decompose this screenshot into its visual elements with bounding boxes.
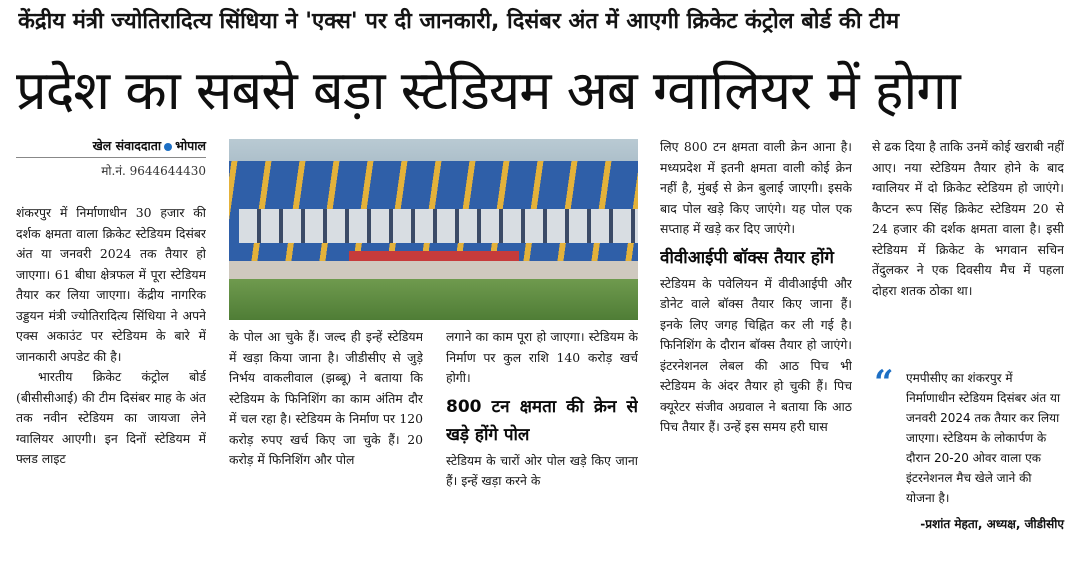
photo-lower-tier — [239, 209, 638, 243]
photo-concourse — [229, 261, 638, 279]
reporter-name: खेल संवाददाता — [92, 138, 162, 153]
quote-attribution: -प्रशांत मेहता, अध्यक्ष, जीडीसीए — [920, 517, 1064, 531]
dateline-city: भोपाल — [175, 138, 206, 153]
subheading: 800 टन क्षमता की क्रेन से खड़े होंगे पोल — [446, 396, 638, 445]
paragraph: शंकरपुर में निर्माणाधीन 30 हजार की दर्शक क्षमता वाला क्रिकेट स्टेडियम दिसंबर अंत या जनवरी 2024 तक तैयार हो जाएगा। 61 बीघा क्षेत्रफल में पूरा स्टेडियम तैयार कर लिया जाएगा। केंद्रीय नागरिक उड्डयन मंत्री ज्योतिरादित्य सिंधिया ने अपने एक्स अकाउंट पर स्टेडियम के बारे में जानकारी अपडेट की है। — [16, 205, 206, 364]
byline — [16, 137, 206, 155]
kicker-headline: केंद्रीय मंत्री ज्योतिरादित्य सिंधिया ने 'एक्स' पर दी जानकारी, दिसंबर अंत में आएगी क्रिकेट कंट्रोल बोर्ड की टीम — [18, 9, 900, 34]
paragraph: लिए 800 टन क्षमता वाली क्रेन आना है। मध्यप्रदेश में इतनी क्षमता वाली कोई क्रेन नहीं है, मुंबई से क्रेन बुलाई जाएगी। इसके बाद पोल खड़े किए जाएंगे। यह पोल एक सप्ताह में खड़े कर दिए जाएंगे। — [660, 139, 852, 236]
quote-text: एमपीसीए का शंकरपुर में निर्माणाधीन स्टेडियम दिसंबर अंत या जनवरी 2024 तक तैयार कर लिया जाएगा। स्टेडियम के लोकार्पण के दौरान 20-20 ओवर वाला एक इंटरनेशनल मैच खेले जाने की योजना है। — [906, 371, 1061, 505]
pull-quote — [874, 363, 1064, 534]
paragraph: के पोल आ चुके हैं। जल्द ही इन्हें स्टेडियम में खड़ा किया जाना है। जीडीसीए से जुड़े निर्भय वाकलीवाल (झब्बू) ने बताया कि स्टेडियम के फिनिशिंग का काम अंतिम दौर में चल रहा है। स्टेडियम के निर्माण पर 120 करोड़ रुपए खर्च किए जा चुके हैं। 20 करोड़ में फिनिशिंग और पोल — [229, 329, 423, 467]
stadium-photo — [229, 139, 638, 320]
paragraph: से ढक दिया है ताकि उनमें कोई खराबी नहीं आए। नया स्टेडियम तैयार होने के बाद ग्वालियर में दो क्रिकेट स्टेडियम हो जाएंगे। कैप्टन रूप सिंह क्रिकेट स्टेडियम 20 से 24 हजार की दर्शक क्षमता वाला है। इसी स्टेडियम में क्रिकेट के भगवान सचिन तेंदुलकर ने एक दिवसीय मैच में पहला दोहरा शतक ठोका था। — [872, 139, 1064, 298]
reporter-contact: मो.नं. 9644644430 — [101, 164, 206, 178]
main-headline: प्रदेश का सबसे बड़ा स्टेडियम अब ग्वालियर में होगा — [16, 59, 960, 122]
quote-mark-icon: “ — [874, 363, 894, 403]
photo-field — [229, 279, 638, 320]
paragraph: स्टेडियम के पवेलियन में वीवीआईपी और डोनेट वाले बॉक्स तैयार किए जाना हैं। इनके लिए जगह चिह्नित कर ली गई है। फिनिशिंग के दौरान बॉक्स तैयार हो जाएंगे। इंटरनेशनल लेबल की आठ पिच भी स्टेडियम के अंदर तैयार हो चुकी हैं। पिच क्यूरेटर संजीव अग्रवाल ने बताया कि आठ पिच तैयार हैं। उन्हें इस समय हरी घास — [660, 275, 852, 434]
paragraph: लगाने का काम पूरा हो जाएगा। स्टेडियम के निर्माण पर कुल राशि 140 करोड़ खर्च होगी। — [446, 329, 638, 385]
photo-red-seats — [349, 251, 519, 261]
article-column-4 — [660, 137, 852, 521]
subheading: वीवीआईपी बॉक्स तैयार होंगे — [660, 247, 834, 268]
article-column-2 — [229, 327, 423, 521]
article-column-1 — [16, 203, 206, 521]
paragraph: स्टेडियम के चारों ओर पोल खड़े किए जाना हैं। इन्हें खड़ा करने के — [446, 452, 638, 488]
bullet-dot-icon — [164, 143, 172, 151]
article-column-3 — [446, 327, 638, 521]
paragraph: भारतीय क्रिकेट कंट्रोल बोर्ड (बीसीसीआई) की टीम दिसंबर माह के अंत तक नवीन स्टेडियम का जायजा लेने ग्वालियर आएगी। इन दिनों स्टेडियम में फ्लड लाइट — [16, 369, 206, 466]
byline-divider — [16, 157, 206, 158]
article-column-5 — [872, 137, 1064, 353]
